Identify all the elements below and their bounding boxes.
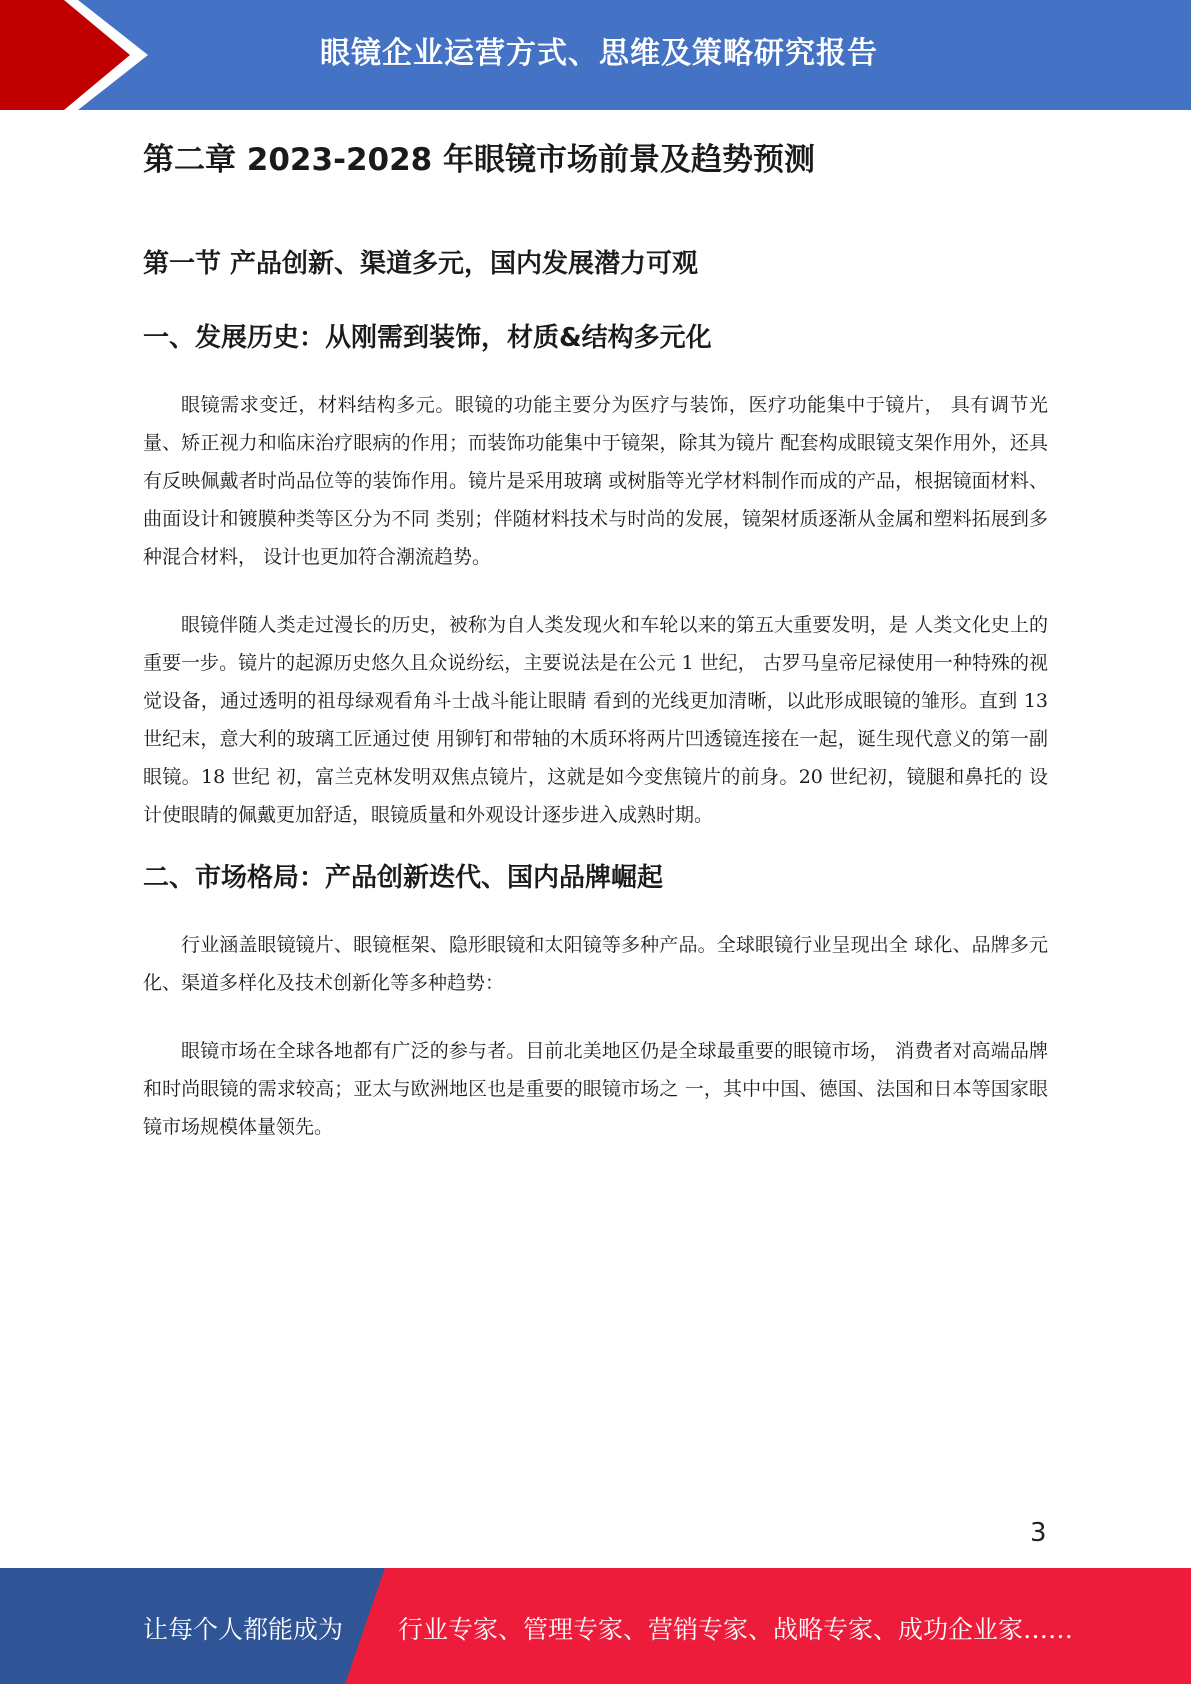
paragraph: 眼镜需求变迁，材料结构多元。眼镜的功能主要分为医疗与装饰，医疗功能集中于镜片， 具有调节光量、矫正视力和临床治疗眼病的作用；而装饰功能集中于镜架，除其为镜片 配套构成眼镜支架作用外，还具有反映佩戴者时尚品位等的装饰作用。镜片是采用玻璃 或树脂等光学材料制作而成的产品，根据镜面材料、曲面设计和镀膜种类等区分为不同 类别；伴随材料技术与时尚的发展，镜架材质逐渐从金属和塑料拓展到多种混合材料， 设计也更加符合潮流趋势。 (143, 393, 1048, 568)
paragraph: 行业涵盖眼镜镜片、眼镜框架、隐形眼镜和太阳镜等多种产品。全球眼镜行业呈现出全 球化、品牌多元化、渠道多样化及技术创新化等多种趋势： (143, 933, 1048, 994)
subsection-title-history: 一、发展历史：从刚需到装饰，材质&结构多元化 (143, 323, 712, 354)
chapter-title: 第二章 2023-2028 年眼镜市场前景及趋势预测 (143, 142, 816, 178)
section-title: 第一节 产品创新、渠道多元，国内发展潜力可观 (143, 249, 699, 280)
footer-slogan-right: 行业专家、管理专家、营销专家、战略专家、成功企业家…… (398, 1615, 1074, 1644)
paragraph: 眼镜市场在全球各地都有广泛的参与者。目前北美地区仍是全球最重要的眼镜市场， 消费者对高端品牌和时尚眼镜的需求较高；亚太与欧洲地区也是重要的眼镜市场之 一，其中中国、德国、法国和日本等国家眼镜市场规模体量领先。 (143, 1039, 1048, 1138)
subsection-title-market: 二、市场格局：产品创新迭代、国内品牌崛起 (143, 862, 664, 893)
page-header (0, 0, 1191, 110)
header-title: 眼镜企业运营方式、思维及策略研究报告 (320, 36, 878, 71)
page-number: 3 (1030, 1518, 1047, 1548)
page-content (143, 130, 1048, 1146)
page-footer (0, 1568, 1191, 1684)
paragraph: 眼镜伴随人类走过漫长的历史，被称为自人类发现火和车轮以来的第五大重要发明，是 人类文化史上的重要一步。镜片的起源历史悠久且众说纷纭，主要说法是在公元 1 世纪， 古罗马皇帝尼禄使用一种特殊的视觉设备，通过透明的祖母绿观看角斗士战斗能让眼睛 看到的光线更加清晰，以此形成眼镜的雏形。直到 13 世纪末，意大利的玻璃工匠通过使 用铆钉和带轴的木质环将两片凹透镜连接在一起，诞生现代意义的第一副眼镜。18 世纪 初，富兰克林发明双焦点镜片，这就是如今变焦镜片的前身。20 世纪初，镜腿和鼻托的 设计使眼睛的佩戴更加舒适，眼镜质量和外观设计逐步进入成熟时期。 (143, 613, 1048, 826)
footer-slogan-left: 让每个人都能成为 (143, 1615, 344, 1644)
